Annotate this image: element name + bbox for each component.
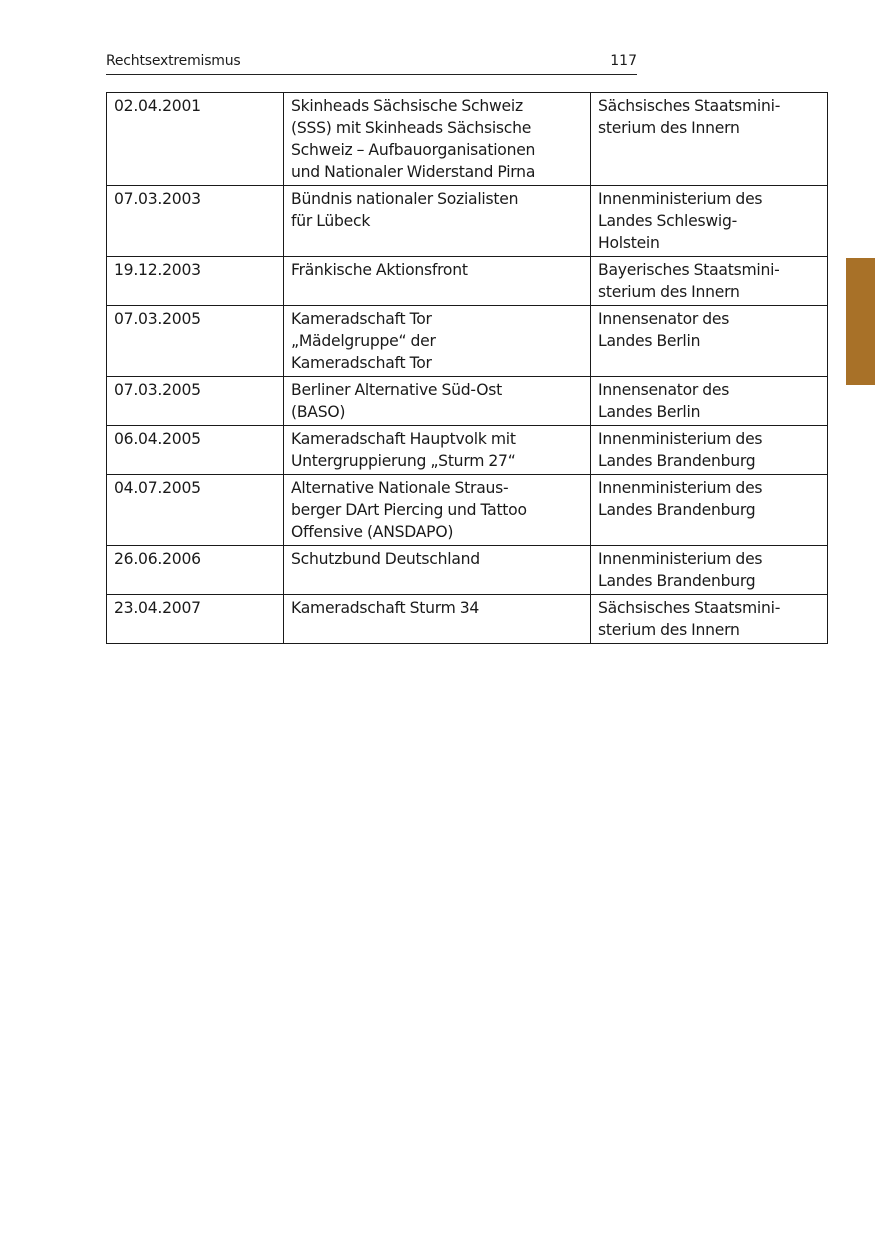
organization-cell — [284, 257, 591, 306]
running-header — [106, 52, 637, 75]
date-cell — [107, 186, 284, 257]
authority-line: Innenministerium des — [598, 479, 763, 497]
organization-line: Schweiz – Aufbauorganisationen — [291, 141, 536, 159]
authority-line: Landes Schleswig- — [598, 212, 737, 230]
organization-cell — [284, 377, 591, 426]
authority-cell — [591, 257, 828, 306]
authority-cell — [591, 475, 828, 546]
authority-line: sterium des Innern — [598, 621, 740, 639]
date-text: 23.04.2007 — [114, 599, 201, 617]
table-row — [107, 546, 828, 595]
organization-line: Untergruppierung „Sturm 27“ — [291, 452, 516, 470]
organization-line: Bündnis nationaler Sozialisten — [291, 190, 519, 208]
table-row — [107, 93, 828, 186]
table-row — [107, 595, 828, 644]
organization-cell — [284, 595, 591, 644]
authority-line: Innenministerium des — [598, 550, 763, 568]
organization-line: Kameradschaft Tor — [291, 310, 432, 328]
organization-line: Berliner Alternative Süd-Ost — [291, 381, 502, 399]
organization-line: und Nationaler Widerstand Pirna — [291, 163, 536, 181]
authority-line: Landes Berlin — [598, 332, 701, 350]
organization-cell — [284, 306, 591, 377]
authority-line: Innenministerium des — [598, 430, 763, 448]
authority-line: Landes Brandenburg — [598, 501, 756, 519]
authority-line: Landes Berlin — [598, 403, 701, 421]
organization-line: Schutzbund Deutschland — [291, 550, 480, 568]
organization-line: Kameradschaft Tor — [291, 354, 432, 372]
chapter-side-tab — [846, 258, 875, 385]
authority-line: Sächsisches Staatsmini- — [598, 599, 781, 617]
authority-line: Innensenator des — [598, 310, 730, 328]
date-text: 07.03.2003 — [114, 190, 201, 208]
organization-line: Skinheads Sächsische Schweiz — [291, 97, 523, 115]
table-row — [107, 186, 828, 257]
ban-decree-table — [106, 92, 828, 644]
table-row — [107, 257, 828, 306]
organization-line: Alternative Nationale Straus- — [291, 479, 509, 497]
organization-line: Kameradschaft Sturm 34 — [291, 599, 480, 617]
organization-line: (SSS) mit Skinheads Sächsische — [291, 119, 532, 137]
authority-line: Sächsisches Staatsmini- — [598, 97, 781, 115]
date-cell — [107, 93, 284, 186]
organization-cell — [284, 93, 591, 186]
authority-cell — [591, 186, 828, 257]
organization-line: Fränkische Aktionsfront — [291, 261, 468, 279]
date-cell — [107, 426, 284, 475]
date-text: 19.12.2003 — [114, 261, 201, 279]
date-text: 26.06.2006 — [114, 550, 201, 568]
authority-cell — [591, 595, 828, 644]
date-cell — [107, 377, 284, 426]
date-cell — [107, 595, 284, 644]
date-text: 02.04.2001 — [114, 97, 201, 115]
authority-line: Holstein — [598, 234, 660, 252]
authority-line: sterium des Innern — [598, 119, 740, 137]
date-text: 06.04.2005 — [114, 430, 201, 448]
authority-cell — [591, 377, 828, 426]
date-cell — [107, 475, 284, 546]
page-number: 117 — [610, 53, 637, 69]
organization-line: für Lübeck — [291, 212, 371, 230]
running-title: Rechtsextremismus — [106, 53, 241, 69]
authority-line: sterium des Innern — [598, 283, 740, 301]
date-cell — [107, 257, 284, 306]
organization-line: „Mädelgruppe“ der — [291, 332, 436, 350]
authority-line: Landes Brandenburg — [598, 572, 756, 590]
table-body — [107, 93, 828, 644]
authority-cell — [591, 426, 828, 475]
table-row — [107, 306, 828, 377]
organization-cell — [284, 186, 591, 257]
table-row — [107, 475, 828, 546]
authority-line: Innenministerium des — [598, 190, 763, 208]
authority-cell — [591, 93, 828, 186]
date-text: 04.07.2005 — [114, 479, 201, 497]
organization-line: Kameradschaft Hauptvolk mit — [291, 430, 516, 448]
organization-cell — [284, 426, 591, 475]
organization-cell — [284, 475, 591, 546]
authority-cell — [591, 306, 828, 377]
organization-line: berger DArt Piercing und Tattoo — [291, 501, 527, 519]
organization-line: Offensive (ANSDAPO) — [291, 523, 454, 541]
organization-line: (BASO) — [291, 403, 346, 421]
date-text: 07.03.2005 — [114, 310, 201, 328]
date-cell — [107, 306, 284, 377]
table-row — [107, 426, 828, 475]
authority-line: Innensenator des — [598, 381, 730, 399]
authority-line: Bayerisches Staatsmini- — [598, 261, 780, 279]
authority-cell — [591, 546, 828, 595]
authority-line: Landes Brandenburg — [598, 452, 756, 470]
date-cell — [107, 546, 284, 595]
organization-cell — [284, 546, 591, 595]
table-row — [107, 377, 828, 426]
date-text: 07.03.2005 — [114, 381, 201, 399]
